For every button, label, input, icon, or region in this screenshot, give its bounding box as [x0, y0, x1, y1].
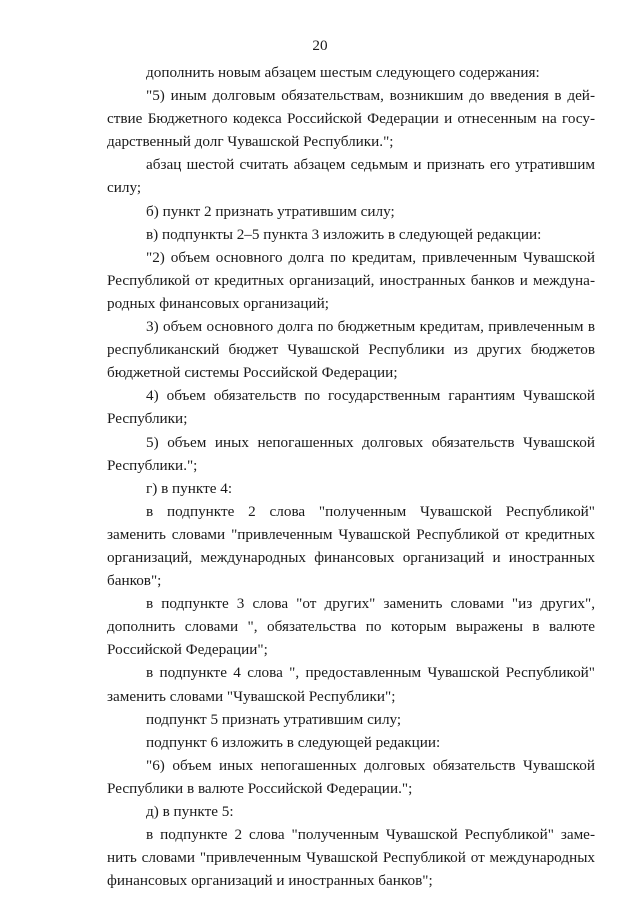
paragraph-1: дополнить новым абзацем шестым следующего содержания:	[146, 64, 540, 81]
document-body	[107, 61, 595, 892]
paragraph-9: 5) объем иных непогашенных долговых обязательств Чувашской Республики.";	[107, 433, 595, 474]
paragraph-8: 4) объем обязательств по государственным гарантиям Чувашской Республики;	[107, 387, 595, 428]
paragraph-16: "6) объем иных непогашенных долговых обязательств Чувашской Республики в валюте Российской Федерации.";	[107, 756, 595, 797]
paragraph-14: подпункт 5 признать утратившим силу;	[146, 710, 402, 728]
paragraph-4: б) пункт 2 признать утратившим силу;	[146, 202, 395, 220]
paragraph-18: в подпункте 2 слова "полученным Чувашской Республикой" заменить словами "привлеченным Чувашской Республикой от международных финансовых организаций и иностранных банков";	[107, 826, 595, 890]
page-number: 20	[312, 37, 328, 54]
paragraph-15: подпункт 6 изложить в следующей редакции:	[146, 733, 441, 751]
paragraph-10: г) в пункте 4:	[146, 479, 233, 497]
paragraph-3: абзац шестой считать абзацем седьмым и признать его утратившим силу;	[107, 156, 595, 197]
paragraph-17: д) в пункте 5:	[146, 803, 234, 820]
paragraph-13: в подпункте 4 слова ", предоставленным Чувашской Республикой" заменить словами "Чувашской Республики";	[107, 664, 595, 705]
paragraph-7: 3) объем основного долга по бюджетным кредитам, привлеченным в республиканский бюджет Чувашской Республики из других бюджетов бюджетной системы Российской Федерации;	[107, 318, 595, 382]
paragraph-11: в подпункте 2 слова "полученным Чувашской Республикой" заменить словами "привлеченным Чувашской Республикой от кредитных организаций, международных финансовых организаций и иностранных банков";	[107, 502, 595, 590]
paragraph-6: "2) объем основного долга по кредитам, привлеченным Чувашской Республикой от кредитных организаций, иностранных банков и международных финансовых организаций;	[107, 248, 595, 312]
paragraph-5: в) подпункты 2–5 пункта 3 изложить в следующей редакции:	[146, 225, 542, 243]
paragraph-2: "5) иным долговым обязательствам, возникшим до введения в действие Бюджетного кодекса Российской Федерации и отнесенным на государственный долг Чувашской Республики.";	[107, 87, 595, 151]
paragraph-12: в подпункте 3 слова "от других" заменить словами "из других", дополнить словами ", обязательства по которым выражены в валюте Российской Федерации";	[107, 595, 595, 659]
